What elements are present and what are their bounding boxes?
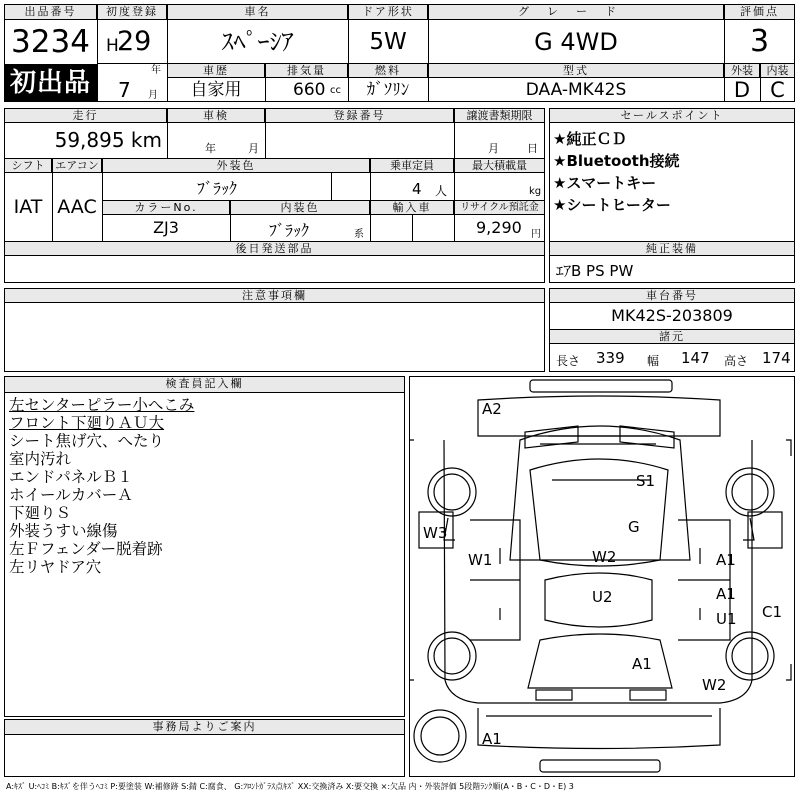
transfer-label: 譲渡書類期限 (454, 108, 545, 123)
inspector-note: 左Ｆフェンダー脱着跡 (9, 540, 163, 558)
car-name: ｽﾍﾟｰｼｱ (221, 28, 294, 56)
sales-point-item: ★シートヒーター (553, 196, 671, 214)
color-no-label: カラーNo. (102, 200, 230, 215)
mark-a1-right-1: A1 (716, 551, 736, 569)
displacement-unit: cc (330, 85, 341, 96)
interior-grade-label: 内装 (760, 63, 795, 78)
grade-value: G 4WD (534, 28, 618, 56)
inspection-year-unit: 年 (205, 142, 216, 155)
mark-a1-right-2: A1 (716, 585, 736, 603)
interior-grade: C (770, 78, 785, 102)
inspector-label: 検査員記入欄 (4, 376, 405, 393)
displacement-label: 排気量 (265, 63, 348, 78)
sales-point-item: ★純正ＣＤ (553, 130, 627, 148)
width-label: 幅 (647, 354, 660, 368)
inspector-note: ホイールカバーＡ (9, 486, 133, 504)
inspector-note: エンドパネルＢ１ (9, 468, 133, 486)
equipment-label: 純正装備 (549, 241, 795, 256)
exterior-grade: D (733, 78, 751, 102)
score-value: 3 (749, 24, 770, 59)
import-label: 輸入車 (370, 200, 454, 215)
mark-g: G (628, 518, 640, 536)
legend-text: A:ｷｽﾞ U:ﾍｺﾐ B:ｷｽﾞを伴うﾍｺﾐ P:要塗装 W:補修跡 S:錆 C:腐食、 G:ﾌﾛﾝﾄｶﾞﾗｽ点ｷｽﾞ XX:交換済み X:要交換 ×:欠品 内・外装評価 5段階ﾗﾝｸ順(A・B・C・D・E) 3 (6, 782, 574, 791)
ac-label: エアコン (52, 158, 102, 173)
max-load-unit: kg (529, 186, 542, 197)
fuel-value: ｶﾞｿﾘﾝ (366, 80, 410, 100)
model-label: 型式 (428, 63, 724, 78)
inspector-note: 外装うすい線傷 (9, 522, 118, 540)
month-unit: 月 (148, 90, 158, 101)
mark-u1: U1 (716, 610, 737, 628)
mark-w2-rear: W2 (702, 676, 727, 694)
inspector-note: シート焦げ穴、へたり (9, 432, 165, 450)
color-no: ZJ3 (153, 218, 179, 237)
mark-a2-top: A2 (482, 400, 502, 418)
inspection-month-unit: 月 (248, 142, 259, 155)
later-parts-label: 後日発送部品 (4, 241, 545, 256)
shift-value: IAT (13, 196, 43, 218)
sales-point-item: ★Bluetooth接続 (553, 152, 680, 170)
inspection-label: 車検 (167, 108, 265, 123)
chassis-label: 車台番号 (549, 288, 795, 303)
height-value: 174 (762, 349, 791, 367)
mark-u2: U2 (592, 588, 613, 606)
length-label: 長さ (556, 354, 581, 368)
ac-value: AAC (57, 196, 97, 218)
year-unit: 年 (151, 65, 161, 76)
fuel-label: 燃料 (348, 63, 428, 78)
era: H (106, 36, 119, 56)
first-listing-text: 初出品 (9, 68, 91, 98)
office-label: 事務局よりご案内 (4, 719, 405, 735)
inspector-note: 下廻りＳ (9, 504, 72, 522)
capacity-value: 4 (412, 180, 422, 198)
interior-color: ﾌﾞﾗｯｸ (268, 221, 309, 240)
registration-label: 登録番号 (265, 108, 454, 123)
mileage-label: 走行 (4, 108, 167, 123)
transfer-month-unit: 月 (488, 142, 499, 155)
inspector-note: 左リヤドア穴 (9, 558, 102, 576)
model-value: DAA-MK42S (525, 80, 627, 100)
length-value: 339 (596, 349, 625, 367)
capacity-unit: 人 (435, 184, 448, 198)
interior-color-suffix: 系 (354, 229, 364, 240)
car-name-label: 車名 (167, 4, 348, 20)
mileage-value: 59,895 km (54, 128, 162, 152)
grade-label: グレード (428, 4, 724, 20)
max-load-label: 最大積載量 (454, 158, 545, 173)
shift-label: シフト (4, 158, 52, 173)
recycle-value: 9,290 (476, 218, 522, 237)
exterior-grade-label: 外装 (724, 63, 760, 78)
mark-w3: W3 (423, 524, 448, 542)
exterior-color-label: 外装色 (102, 158, 370, 173)
inspector-note: 左センターピラー小へこみ (9, 396, 195, 414)
interior-color-label: 内装色 (230, 200, 370, 215)
first-reg-year: 29 (117, 26, 152, 57)
recycle-unit: 円 (531, 229, 541, 240)
exterior-color: ﾌﾞﾗｯｸ (196, 179, 237, 198)
sales-point-item: ★スマートキー (553, 174, 657, 192)
sales-points-list (553, 128, 793, 216)
transfer-day-unit: 日 (527, 142, 538, 155)
mark-a1-bottom: A1 (632, 655, 652, 673)
chassis-number: MK42S-203809 (611, 306, 733, 325)
door-value: 5W (369, 29, 407, 55)
mark-a1-rear: A1 (482, 730, 502, 748)
height-label: 高さ (724, 354, 749, 368)
capacity-label: 乗車定員 (370, 158, 454, 173)
caution-label: 注意事項欄 (4, 288, 545, 303)
inspector-note: フロント下廻りＡＵ大 (9, 414, 165, 432)
mark-w1: W1 (468, 551, 493, 569)
first-reg-month: 7 (118, 78, 131, 102)
sales-points-label: セールスポイント (549, 108, 795, 123)
lot-label: 出品番号 (4, 4, 97, 20)
door-label: ドア形状 (348, 4, 428, 20)
mark-c1: C1 (762, 603, 783, 621)
mark-s1: S1 (636, 472, 656, 490)
mark-w2-center: W2 (592, 548, 617, 566)
displacement-value: 660 (293, 80, 326, 100)
first-reg-label: 初度登録 (97, 4, 167, 20)
lot-number: 3234 (11, 24, 90, 60)
car-damage-diagram (409, 376, 795, 777)
inspector-notes (9, 396, 403, 576)
score-label: 評価点 (724, 4, 795, 20)
width-value: 147 (681, 349, 710, 367)
history-value: 自家用 (190, 80, 242, 100)
equipment-value: ｴｱB PS PW (556, 262, 634, 280)
history-label: 車歴 (167, 63, 265, 78)
dimensions-label: 諸元 (549, 329, 795, 344)
inspector-note: 室内汚れ (9, 450, 72, 468)
recycle-label: リサイクル預託金 (454, 200, 545, 215)
